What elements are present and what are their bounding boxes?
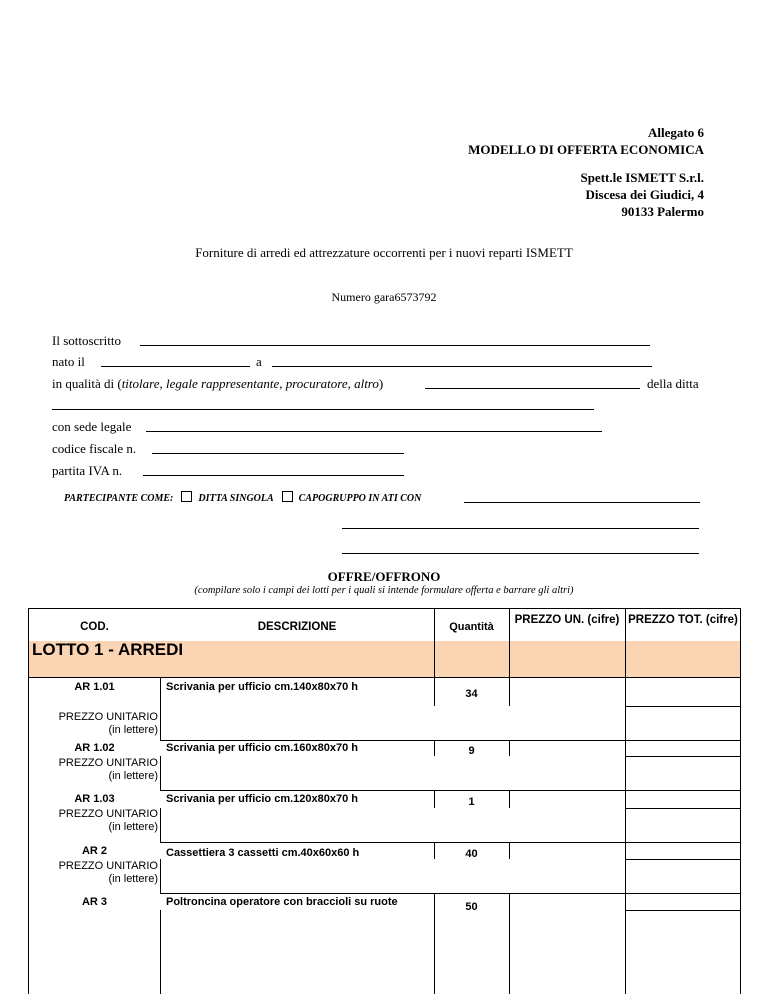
birth-place-field[interactable] xyxy=(272,366,652,367)
capacity-label: in qualità di (titolare, legale rappresentante, procuratore, altro) xyxy=(52,376,384,391)
row-description: Scrivania per ufficio cm.160x80x70 h xyxy=(166,742,358,754)
subject-line: Forniture di arredi ed attrezzature occorrenti per i nuovi reparti ISMETT xyxy=(195,245,573,260)
header-quantity: Quantità xyxy=(449,621,494,633)
row-code: AR 1.01 xyxy=(74,681,115,693)
recipient-name: Spett.le ISMETT S.r.l. xyxy=(580,170,704,185)
row-code: AR 1.02 xyxy=(74,742,115,754)
group-leader-checkbox[interactable] xyxy=(282,491,293,502)
group-member-field-3[interactable] xyxy=(342,553,699,554)
row-code: AR 1.03 xyxy=(74,793,115,805)
single-firm-label: DITTA SINGOLA xyxy=(198,493,274,504)
group-member-field-1[interactable] xyxy=(464,502,700,503)
offer-title: OFFRE/OFFRONO xyxy=(327,569,441,584)
header-code: COD. xyxy=(80,621,109,633)
participant-label: PARTECIPANTE COME: xyxy=(64,493,174,504)
recipient-city: 90133 Palermo xyxy=(621,204,704,219)
capacity-field[interactable] xyxy=(425,388,640,389)
row-description: Poltroncina operatore con braccioli su ruote xyxy=(166,896,398,908)
row-price-words-label: PREZZO UNITARIO (in lettere) xyxy=(58,808,158,833)
row-price-words-label: PREZZO UNITARIO (in lettere) xyxy=(58,757,158,782)
undersigned-label: Il sottoscritto xyxy=(52,333,121,348)
model-title: MODELLO DI OFFERTA ECONOMICA xyxy=(468,142,704,157)
tax-code-field[interactable] xyxy=(152,453,404,454)
registered-office-field[interactable] xyxy=(146,431,602,432)
tender-number: Numero gara6573792 xyxy=(331,290,437,304)
row-quantity: 40 xyxy=(465,848,478,860)
born-label: nato il xyxy=(52,354,85,369)
row-code: AR 2 xyxy=(81,845,108,857)
single-firm-checkbox[interactable] xyxy=(181,491,192,502)
row-quantity: 34 xyxy=(465,688,478,700)
recipient-street: Discesa dei Giudici, 4 xyxy=(585,187,704,202)
row-quantity: 1 xyxy=(468,796,475,808)
header-total-price: PREZZO TOT. (cifre) xyxy=(628,614,738,626)
header-unit-price: PREZZO UN. (cifre) xyxy=(514,614,620,626)
row-code: AR 3 xyxy=(81,896,108,908)
undersigned-field[interactable] xyxy=(140,345,650,346)
row-price-words-label: PREZZO UNITARIO (in lettere) xyxy=(58,860,158,885)
group-leader-label: CAPOGRUPPO IN ATI CON xyxy=(298,493,422,504)
vat-field[interactable] xyxy=(143,475,404,476)
tax-code-label: codice fiscale n. xyxy=(52,441,137,456)
born-at-label: a xyxy=(256,354,262,369)
vat-label: partita IVA n. xyxy=(52,463,123,478)
group-member-field-2[interactable] xyxy=(342,528,699,529)
firm-name-field[interactable] xyxy=(52,409,594,410)
row-quantity: 9 xyxy=(468,745,475,757)
firm-label: della ditta xyxy=(647,376,699,391)
birth-date-field[interactable] xyxy=(101,366,250,367)
participant-row xyxy=(64,491,421,504)
row-quantity: 50 xyxy=(465,901,478,913)
row-description: Cassettiera 3 cassetti cm.40x60x60 h xyxy=(166,847,360,859)
row-description: Scrivania per ufficio cm.120x80x70 h xyxy=(166,793,358,805)
annex-label: Allegato 6 xyxy=(648,125,704,140)
row-description: Scrivania per ufficio cm.140x80x70 h xyxy=(166,681,358,693)
registered-office-label: con sede legale xyxy=(52,419,132,434)
header-description: DESCRIZIONE xyxy=(257,621,337,633)
lot-title: LOTTO 1 - ARREDI xyxy=(32,640,184,659)
offer-note: (compilare solo i campi dei lotti per i quali si intende formulare offerta e barrare gli altri) xyxy=(194,585,574,596)
row-price-words-label: PREZZO UNITARIO (in lettere) xyxy=(58,711,158,736)
